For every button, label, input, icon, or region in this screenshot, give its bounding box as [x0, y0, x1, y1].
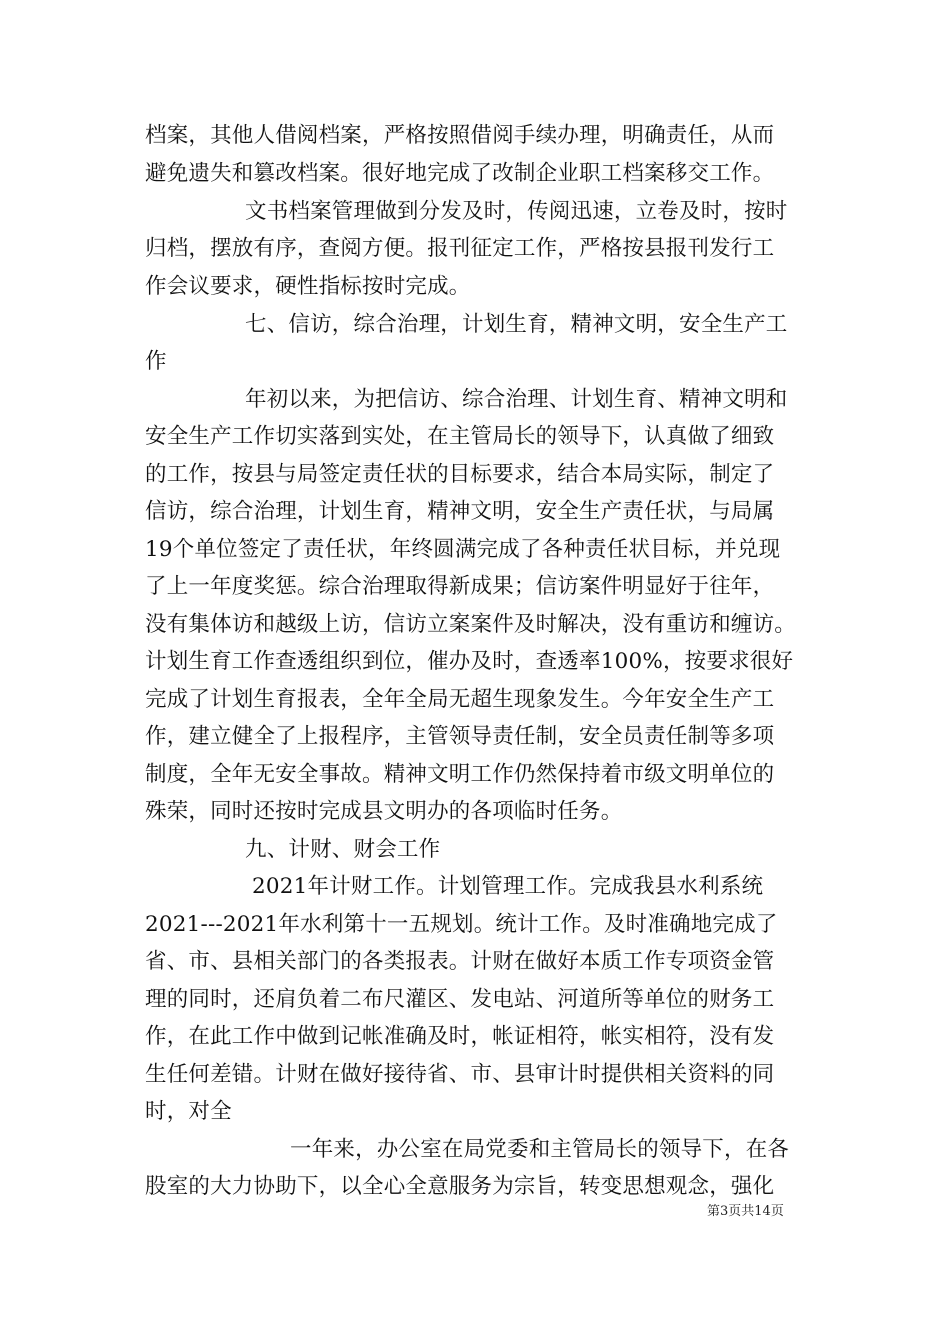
text-line-29: 股室的大力协助下，以全心全意服务为宗旨，转变思想观念，强化 — [145, 1174, 775, 1199]
text-line-11: 信访，综合治理，计划生育，精神文明，安全生产责任状，与局属 — [145, 499, 775, 524]
page-number-footer: 第3页共14页 — [707, 1204, 784, 1219]
text-line-10: 的工作，按县与局签定责任状的目标要求，结合本局实际，制定了 — [145, 462, 775, 487]
section-heading-7: 七、信访，综合治理，计划生育，精神文明，安全生产工 — [245, 312, 788, 337]
text-line-9: 安全生产工作切实落到实处，在主管局长的领导下，认真做了细致 — [145, 424, 775, 449]
text-line-13: 了上一年度奖惩。综合治理取得新成果；信访案件明显好于往年， — [145, 574, 775, 599]
text-line-8: 年初以来，为把信访、综合治理、计划生育、精神文明和 — [245, 387, 788, 412]
text-line-15: 计划生育工作查透组织到位，催办及时，查透率100%，按要求很好 — [145, 649, 794, 674]
text-line-19: 殊荣，同时还按时完成县文明办的各项临时任务。 — [145, 799, 623, 824]
text-line-17: 作，建立健全了上报程序，主管领导责任制，安全员责任制等多项 — [145, 724, 775, 749]
text-line-5: 作会议要求，硬性指标按时完成。 — [145, 274, 471, 299]
text-line-27: 时，对全 — [145, 1099, 232, 1124]
section-heading-7-cont: 作 — [145, 349, 167, 374]
text-line-4: 归档，摆放有序，查阅方便。报刊征定工作，严格按县报刊发行工 — [145, 236, 775, 261]
text-line-22: 2021---2021年水利第十一五规划。统计工作。及时准确地完成了 — [145, 912, 778, 937]
text-line-3: 文书档案管理做到分发及时，传阅迅速，立卷及时，按时 — [245, 199, 788, 224]
text-line-2: 避免遗失和篡改档案。很好地完成了改制企业职工档案移交工作。 — [145, 161, 775, 186]
text-line-12: 19个单位签定了责任状，年终圆满完成了各种责任状目标，并兑现 — [145, 537, 781, 562]
text-line-25: 作，在此工作中做到记帐准确及时，帐证相符，帐实相符，没有发 — [145, 1024, 775, 1049]
text-line-26: 生任何差错。计财在做好接待省、市、县审计时提供相关资料的同 — [145, 1062, 775, 1087]
text-line-24: 理的同时，还肩负着二布尺灌区、发电站、河道所等单位的财务工 — [145, 987, 775, 1012]
text-line-21: 2021年计财工作。计划管理工作。完成我县水利系统 — [252, 874, 764, 899]
section-heading-9: 九、计财、财会工作 — [245, 837, 441, 862]
text-line-1: 档案，其他人借阅档案，严格按照借阅手续办理，明确责任，从而 — [145, 123, 775, 148]
text-line-16: 完成了计划生育报表，全年全局无超生现象发生。今年安全生产工 — [145, 687, 775, 712]
text-line-18: 制度，全年无安全事故。精神文明工作仍然保持着市级文明单位的 — [145, 762, 775, 787]
text-line-14: 没有集体访和越级上访，信访立案案件及时解决，没有重访和缠访。 — [145, 612, 797, 637]
text-line-23: 省、市、县相关部门的各类报表。计财在做好本质工作专项资金管 — [145, 949, 775, 974]
text-line-28: 一年来，办公室在局党委和主管局长的领导下，在各 — [290, 1137, 790, 1162]
